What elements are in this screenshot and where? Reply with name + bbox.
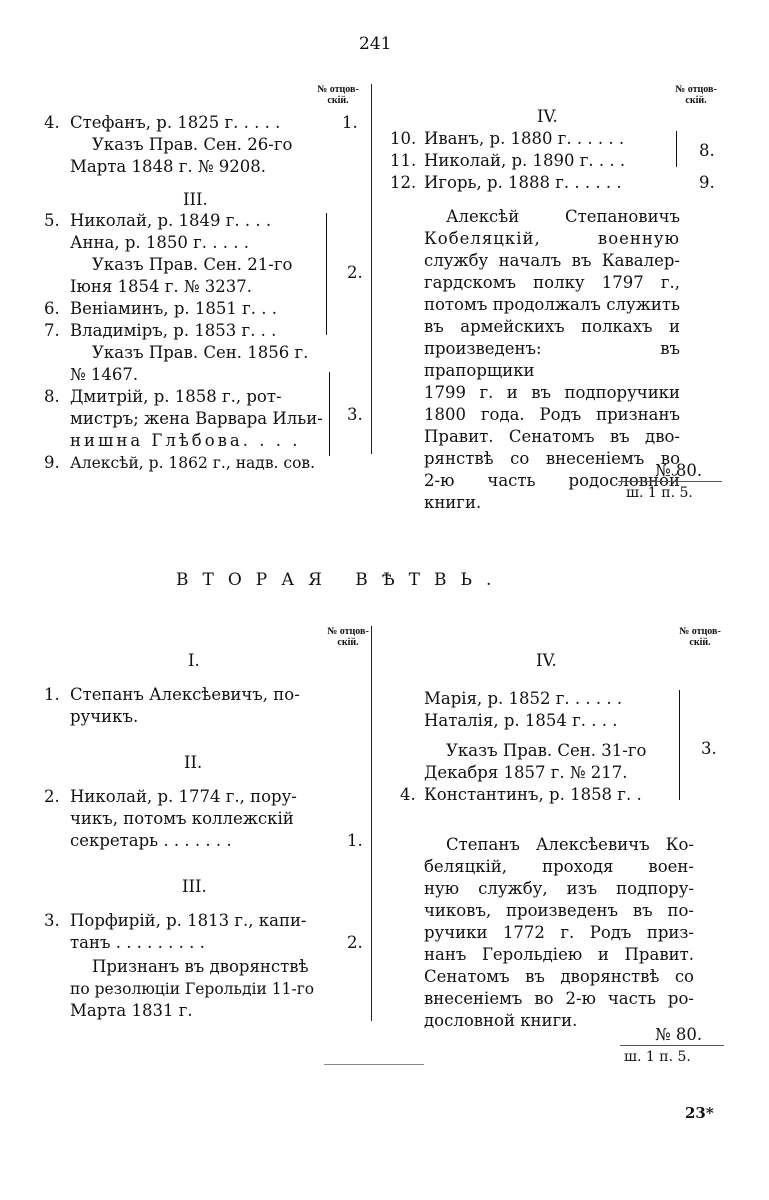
signature-mark: 23* (685, 1104, 714, 1122)
entry-number: 10. (390, 129, 417, 148)
group-bracket (326, 213, 327, 335)
entry-text: Иванъ, р. 1880 г. . . . . . (424, 129, 625, 148)
para-line: дословной книги. (424, 1011, 578, 1030)
archive-number: № 80. (655, 461, 703, 480)
decree-line: Декабря 1857 г. № 217. (424, 763, 628, 782)
father-ref: 9. (699, 173, 715, 192)
entry-number: 9. (44, 453, 60, 472)
para-line: беляцкій, проходя воен- (424, 857, 694, 876)
biography-paragraph (424, 206, 680, 514)
column-header-line1: № отцов- (679, 626, 721, 637)
entry-text: мистръ; жена Варвара Ильи- (70, 409, 323, 428)
father-ref: 1. (342, 113, 358, 132)
entry-text: ручикъ. (70, 707, 139, 726)
decree-line: Указъ Прав. Сен. 26-го (92, 135, 293, 154)
generation-heading: II. (184, 753, 203, 772)
decree-line: № 1467. (70, 365, 139, 384)
decree-line: Марта 1848 г. № 9208. (70, 157, 266, 176)
father-ref: 2. (347, 933, 363, 952)
note-line: Признанъ въ дворянствѣ (92, 957, 309, 976)
column-header-line1: № отцов- (317, 84, 359, 95)
decree-line: Указъ Прав. Сен. 1856 г. (92, 343, 309, 362)
decree-line: Указъ Прав. Сен. 21-го (92, 255, 293, 274)
para-line: Степанъ Алексѣевичъ Ко- (446, 835, 694, 854)
para-line: произведенъ: въ прапорщики (424, 339, 680, 380)
entry-text: секретарь . . . . . . . (70, 831, 232, 850)
column-header-line1: № отцов- (327, 626, 369, 637)
section-end-rule (324, 1064, 424, 1065)
generation-heading: IV. (537, 107, 558, 126)
para-line: потомъ продолжалъ служить (424, 295, 680, 314)
entry-text: чикъ, потомъ коллежскій (70, 809, 294, 828)
entry-text: Порфирій, р. 1813 г., капи- (70, 911, 307, 930)
group-bracket (676, 131, 677, 167)
column-header-line1: № отцов- (675, 84, 717, 95)
generation-heading: III. (182, 877, 207, 896)
entry-text: Степанъ Алексѣевичъ, по- (70, 685, 300, 704)
entry-text: Алексѣй, р. 1862 г., надв. сов. (70, 454, 316, 472)
entry-number: 8. (44, 387, 60, 406)
column-divider (371, 84, 372, 454)
entry-text: Владиміръ, р. 1853 г. . . (70, 321, 277, 340)
column-header-left (306, 84, 370, 106)
father-ref: 1. (347, 831, 363, 850)
para-line: внесеніемъ во 2-ю часть ро- (424, 989, 694, 1008)
column-header-right (668, 626, 732, 648)
entry-number: 12. (390, 173, 417, 192)
entry-number: 11. (390, 151, 417, 170)
para-line: Сенатомъ въ дворянствѣ со (424, 967, 694, 986)
para-line: ную службу, изъ подпору- (424, 879, 694, 898)
entry-number: 1. (44, 685, 60, 704)
generation-heading: IV. (536, 651, 557, 670)
para-line: нанъ Герольдіею и Правит. (424, 945, 694, 964)
para-line: 1800 года. Родъ признанъ (424, 405, 680, 424)
entry-text: Игорь, р. 1888 г. . . . . . (424, 173, 622, 192)
entry-text: Константинъ, р. 1858 г. . (424, 785, 642, 804)
archive-shelf: ш. 1 п. 5. (626, 485, 693, 501)
column-header-line2: скій. (327, 95, 349, 106)
page-number: 241 (359, 34, 392, 54)
para-line: рянствѣ со внесеніемъ во (424, 449, 680, 468)
decree-line: Іюня 1854 г. № 3237. (70, 277, 252, 296)
entry-number: 4. (400, 785, 416, 804)
column-header-right (664, 84, 728, 106)
father-ref: 3. (701, 739, 717, 758)
entry-number: 5. (44, 211, 60, 230)
entry-number: 6. (44, 299, 60, 318)
para-line: въ армейскихъ полкахъ и (424, 317, 680, 336)
entry-text: танъ . . . . . . . . . (70, 933, 205, 952)
para-line: Алексѣй Степановичъ (446, 207, 680, 226)
father-ref: 8. (699, 141, 715, 160)
entry-text: Николай, р. 1849 г. . . . (70, 211, 272, 230)
father-ref: 2. (347, 263, 363, 282)
generation-heading: I. (188, 651, 200, 670)
para-line: Кобеляцкій, военную (424, 229, 680, 248)
para-line: службу началъ въ Кавалер- (424, 251, 680, 270)
entry-text: Анна, р. 1850 г. . . . . (70, 233, 249, 252)
entry-number: 4. (44, 113, 60, 132)
entry-text: Стефанъ, р. 1825 г. . . . . (70, 113, 281, 132)
entry-number: 3. (44, 911, 60, 930)
para-line: 2-ю часть родословной книги. (424, 471, 680, 512)
para-line: ручики 1772 г. Родъ приз- (424, 923, 694, 942)
para-line: чиковъ, произведенъ въ по- (424, 901, 694, 920)
para-line: гардскомъ полку 1797 г., (424, 273, 680, 292)
entry-number: 7. (44, 321, 60, 340)
generation-heading: III. (183, 190, 208, 209)
entry-text: Марія, р. 1852 г. . . . . . (424, 689, 623, 708)
para-line: 1799 г. и въ подпоручики (424, 383, 680, 402)
group-bracket (679, 690, 680, 800)
note-line: Марта 1831 г. (70, 1001, 193, 1020)
entry-number: 2. (44, 787, 60, 806)
para-line: Правит. Сенатомъ въ дво- (424, 427, 680, 446)
entry-text: Наталія, р. 1854 г. . . . (424, 711, 618, 730)
decree-line: Указъ Прав. Сен. 31-го (446, 741, 647, 760)
entry-text: нишна Глѣбова. . . . (70, 431, 301, 450)
column-header-line2: скій. (337, 637, 359, 648)
column-divider (371, 626, 372, 1021)
group-bracket (329, 372, 330, 456)
branch-title: ВТОРАЯ ВѢТВЬ. (176, 570, 506, 590)
archive-shelf: ш. 1 п. 5. (624, 1049, 691, 1065)
column-header-line2: скій. (685, 95, 707, 106)
entry-text: Веніаминъ, р. 1851 г. . . (70, 299, 277, 318)
entry-text: Николай, р. 1890 г. . . . (424, 151, 626, 170)
entry-text: Николай, р. 1774 г., пору- (70, 787, 297, 806)
column-header-line2: скій. (689, 637, 711, 648)
archive-number: № 80. (655, 1025, 703, 1044)
biography-paragraph (424, 834, 694, 1032)
note-line: по резолюціи Герольдіи 11-го (70, 980, 315, 998)
father-ref: 3. (347, 405, 363, 424)
entry-text: Дмитрій, р. 1858 г., рот- (70, 387, 282, 406)
